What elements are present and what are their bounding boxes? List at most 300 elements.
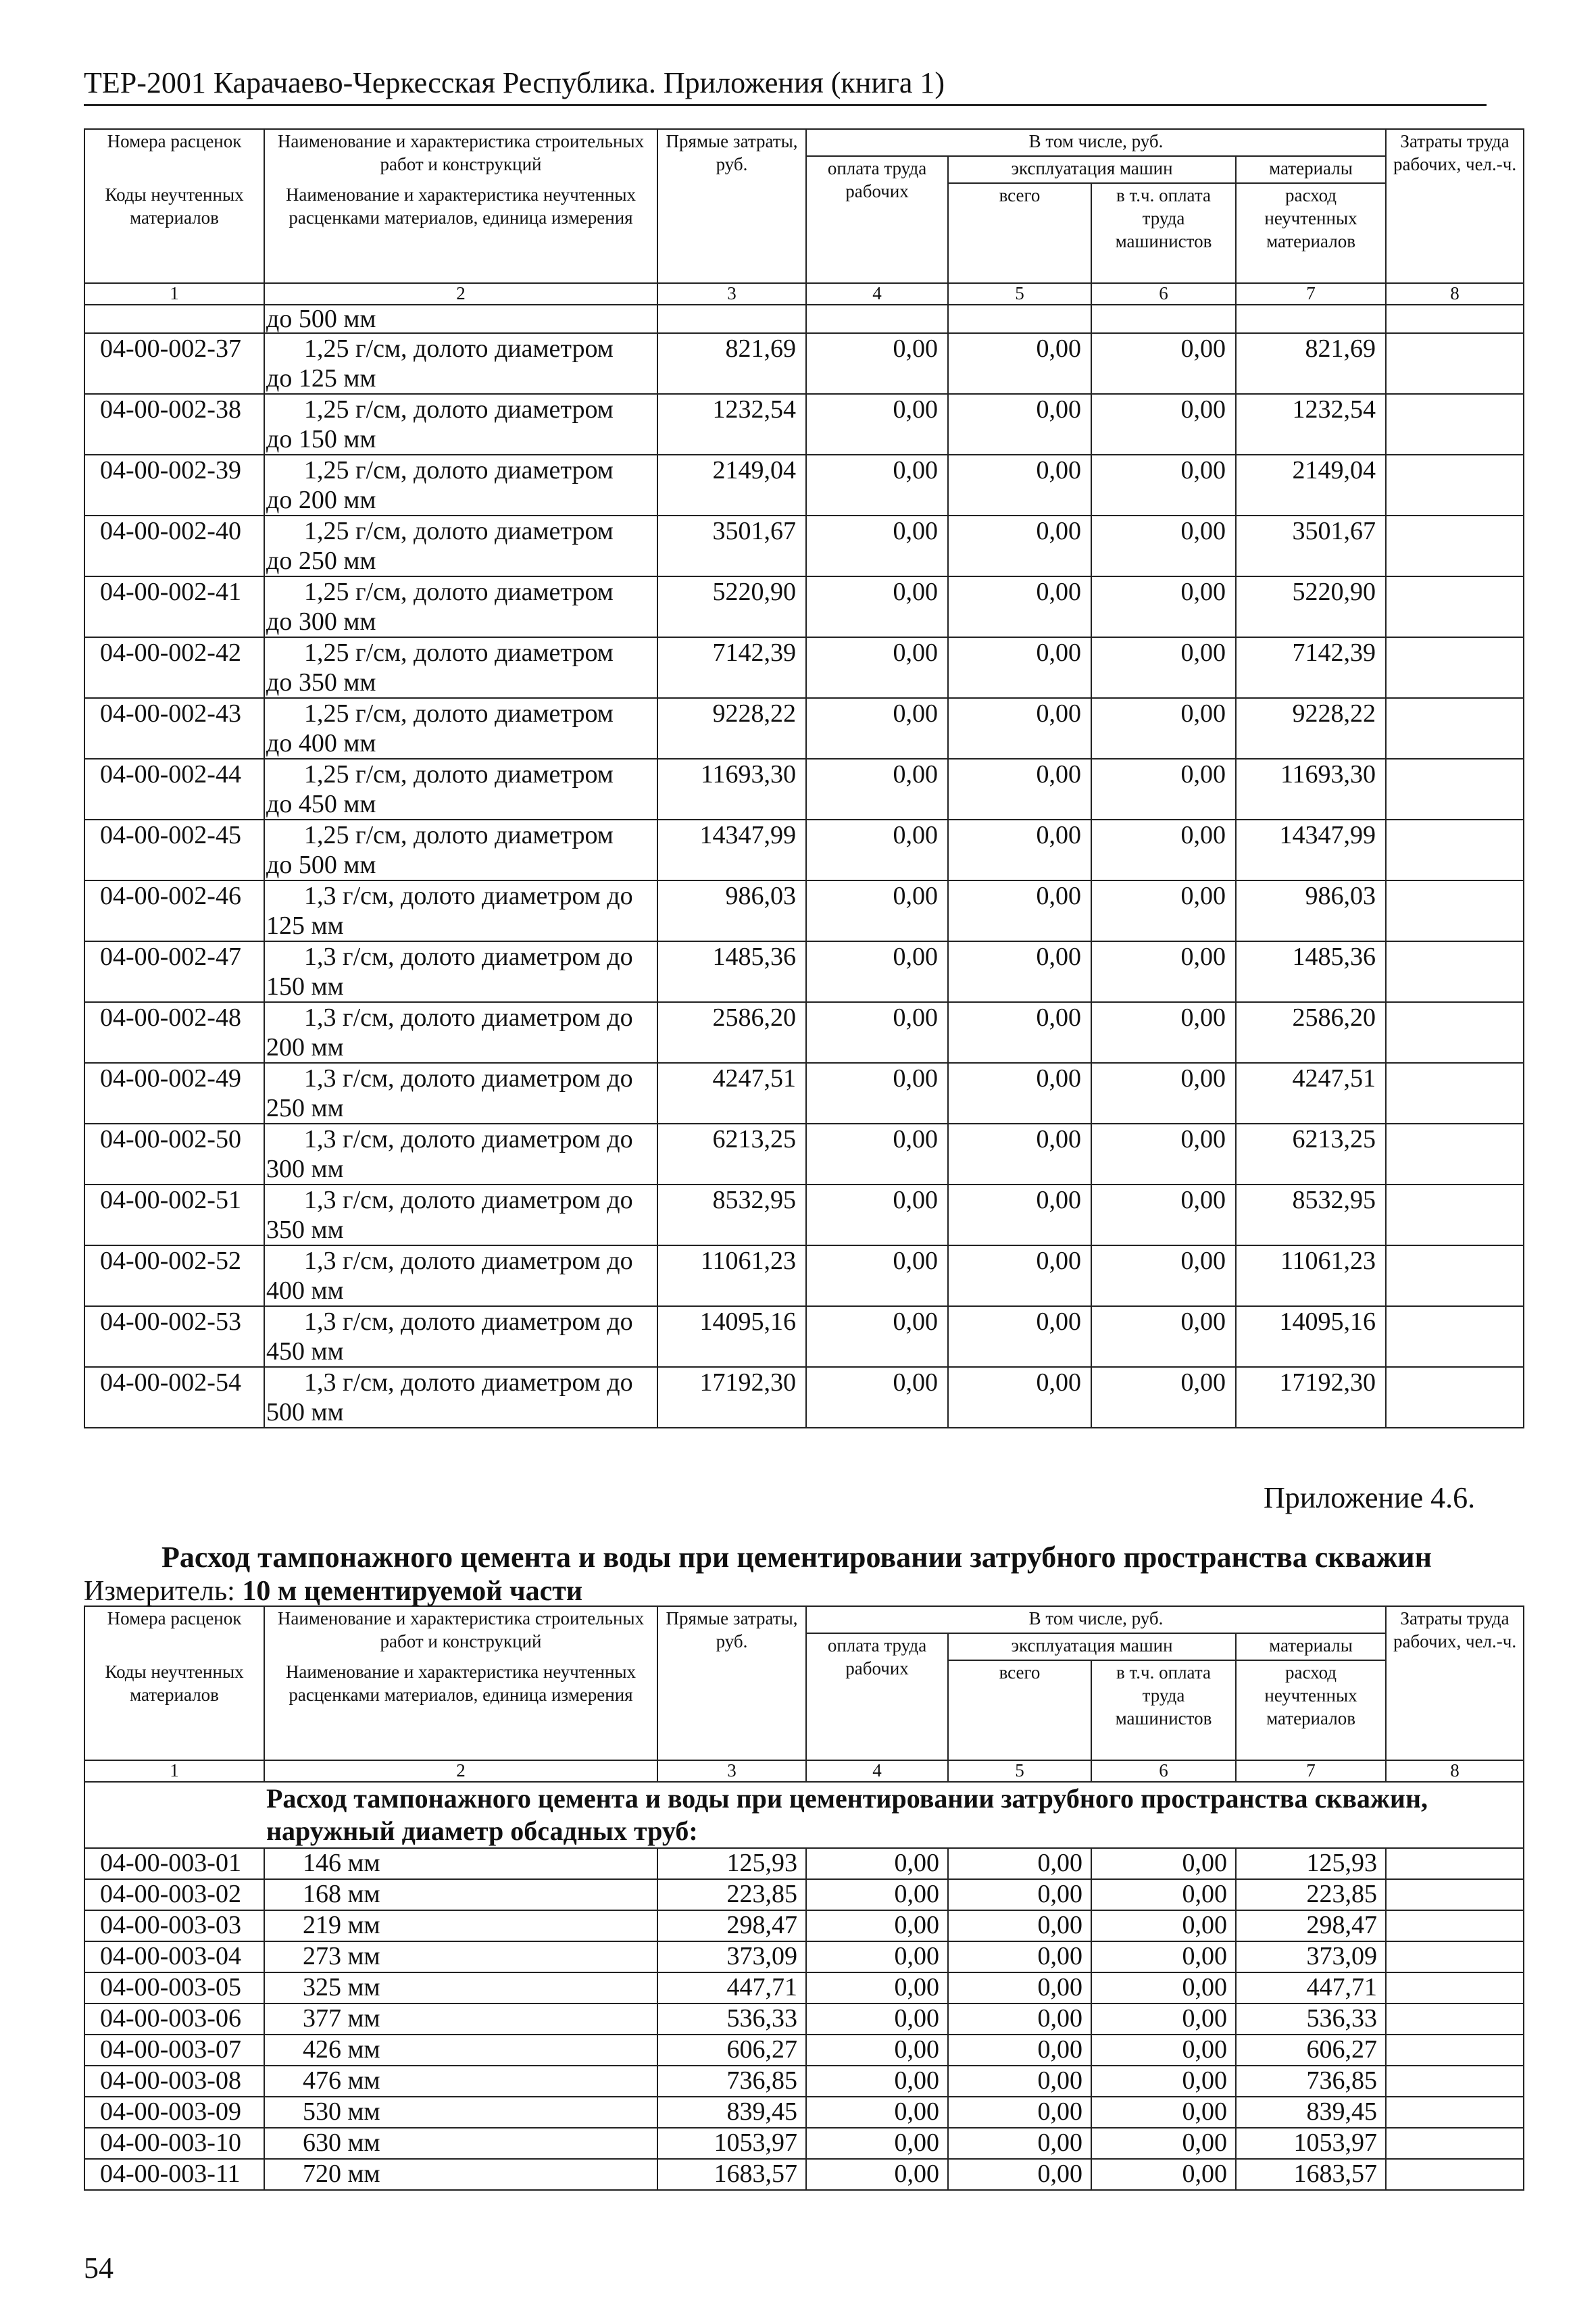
table-row (84, 637, 1524, 698)
machines-total: 0,00 (948, 1972, 1091, 2003)
materials: 17192,30 (1236, 1367, 1386, 1428)
rate-name-line2: 500 мм (266, 1398, 344, 1426)
direct-costs: 373,09 (657, 1941, 806, 1972)
header-col2-bottom: Наименование и характеристика неучтенных расценками материалов, единица измерения (264, 1660, 657, 1760)
rate-name-line1: 1,3 г/см, долото диаметром до (304, 1308, 633, 1336)
direct-costs: 5220,90 (657, 576, 806, 637)
table-row (84, 1972, 1524, 2003)
running-title: ТЕР-2001 Карачаево-Черкесская Республика. Приложения (книга 1) (84, 65, 1487, 106)
rate-name: 146 мм (264, 1848, 657, 1879)
labor (1386, 2035, 1524, 2066)
rate-code: 04-00-003-09 (84, 2097, 264, 2128)
table-row (84, 1002, 1524, 1063)
direct-costs: 14095,16 (657, 1306, 806, 1367)
table-row (84, 1879, 1524, 1910)
rate-name-line1: 1,25 г/см, долото диаметром (304, 821, 614, 849)
rate-name (264, 1002, 657, 1063)
rate-name (264, 941, 657, 1002)
machines-total: 0,00 (948, 637, 1091, 698)
machines-total: 0,00 (948, 2159, 1091, 2190)
materials: 986,03 (1236, 880, 1386, 941)
wages: 0,00 (806, 2066, 948, 2097)
materials: 5220,90 (1236, 576, 1386, 637)
rate-name-line1: 1,25 г/см, долото диаметром (304, 456, 614, 484)
rate-name-line2: 150 мм (266, 972, 344, 1001)
labor (1386, 880, 1524, 941)
direct-costs: 986,03 (657, 880, 806, 941)
wages: 0,00 (806, 394, 948, 455)
direct-costs: 9228,22 (657, 698, 806, 759)
direct-costs: 4247,51 (657, 1063, 806, 1124)
materials: 4247,51 (1236, 1063, 1386, 1124)
labor (1386, 1972, 1524, 2003)
header-wages: оплата труда рабочих (806, 156, 948, 283)
labor (1386, 333, 1524, 394)
machines-total: 0,00 (948, 1063, 1091, 1124)
machines-wages: 0,00 (1091, 941, 1236, 1002)
rate-name (264, 333, 657, 394)
section-title: Расход тампонажного цемента и воды при цементировании затрубного пространства скважин (161, 1541, 1432, 1574)
rate-code: 04-00-002-47 (84, 941, 264, 1002)
rate-name: 476 мм (264, 2066, 657, 2097)
col-number: 2 (264, 283, 657, 305)
direct-costs: 8532,95 (657, 1185, 806, 1245)
labor (1386, 2159, 1524, 2190)
table-row (84, 2066, 1524, 2097)
wages: 0,00 (806, 576, 948, 637)
direct-costs: 1683,57 (657, 2159, 806, 2190)
machines-wages: 0,00 (1091, 1367, 1236, 1428)
rate-name (264, 394, 657, 455)
rate-name (264, 698, 657, 759)
table-row (84, 759, 1524, 820)
rate-name (264, 1245, 657, 1306)
table-row (84, 1367, 1524, 1428)
labor (1386, 2097, 1524, 2128)
direct-costs: 7142,39 (657, 637, 806, 698)
rate-code: 04-00-003-05 (84, 1972, 264, 2003)
machines-wages: 0,00 (1091, 1910, 1236, 1941)
wages: 0,00 (806, 2035, 948, 2066)
table-cell (657, 305, 806, 333)
machines-wages: 0,00 (1091, 2159, 1236, 2190)
table-row (84, 1063, 1524, 1124)
machines-total: 0,00 (948, 2003, 1091, 2035)
labor (1386, 1367, 1524, 1428)
rate-name: 273 мм (264, 1941, 657, 1972)
wages: 0,00 (806, 698, 948, 759)
rate-code: 04-00-003-11 (84, 2159, 264, 2190)
materials: 1485,36 (1236, 941, 1386, 1002)
rate-name-line2: до 300 мм (266, 607, 376, 636)
wages: 0,00 (806, 2128, 948, 2159)
rate-code: 04-00-002-54 (84, 1367, 264, 1428)
rate-name-line2: 250 мм (266, 1094, 344, 1122)
machines-wages: 0,00 (1091, 516, 1236, 576)
rate-name-line1: 1,3 г/см, долото диаметром до (304, 1368, 633, 1397)
labor (1386, 1848, 1524, 1879)
direct-costs: 2586,20 (657, 1002, 806, 1063)
labor (1386, 394, 1524, 455)
table-row (84, 1941, 1524, 1972)
header-col1-top: Номера расценок (84, 129, 264, 183)
rate-name (264, 820, 657, 880)
rate-name: 530 мм (264, 2097, 657, 2128)
machines-wages: 0,00 (1091, 1185, 1236, 1245)
header-machines-wages: в т.ч. оплата труда машинистов (1091, 1660, 1236, 1760)
rate-name-line2: до 250 мм (266, 547, 376, 575)
wages: 0,00 (806, 880, 948, 941)
machines-wages: 0,00 (1091, 698, 1236, 759)
table-row (84, 2159, 1524, 2190)
rate-name-line2: до 500 мм (266, 851, 376, 879)
machines-wages: 0,00 (1091, 2035, 1236, 2066)
wages: 0,00 (806, 1185, 948, 1245)
rate-code: 04-00-003-08 (84, 2066, 264, 2097)
machines-total: 0,00 (948, 698, 1091, 759)
labor (1386, 1941, 1524, 1972)
wages: 0,00 (806, 1306, 948, 1367)
header-col1-bottom: Коды неучтенных материалов (84, 183, 264, 283)
wages: 0,00 (806, 941, 948, 1002)
table-cell (1236, 305, 1386, 333)
rate-name (264, 1063, 657, 1124)
rate-name-line2: до 125 мм (266, 364, 376, 393)
rate-code: 04-00-002-45 (84, 820, 264, 880)
machines-total: 0,00 (948, 1002, 1091, 1063)
wages: 0,00 (806, 1002, 948, 1063)
materials: 736,85 (1236, 2066, 1386, 2097)
col-number: 7 (1236, 1760, 1386, 1782)
table-row (84, 820, 1524, 880)
header-machines-total: всего (948, 1660, 1091, 1760)
header-materials-sub: расход неучтенных материалов (1236, 183, 1386, 283)
col-number: 5 (948, 283, 1091, 305)
machines-wages: 0,00 (1091, 1941, 1236, 1972)
rate-name: 426 мм (264, 2035, 657, 2066)
machines-wages: 0,00 (1091, 576, 1236, 637)
rate-name (264, 1306, 657, 1367)
materials: 3501,67 (1236, 516, 1386, 576)
col-number: 5 (948, 1760, 1091, 1782)
rate-name-line2: 400 мм (266, 1276, 344, 1305)
wages: 0,00 (806, 1124, 948, 1185)
machines-total: 0,00 (948, 1185, 1091, 1245)
direct-costs: 606,27 (657, 2035, 806, 2066)
rate-name (264, 759, 657, 820)
table-row (84, 1306, 1524, 1367)
machines-total: 0,00 (948, 1245, 1091, 1306)
rate-name-line2: 350 мм (266, 1216, 344, 1244)
machines-wages: 0,00 (1091, 1002, 1236, 1063)
rate-name (264, 637, 657, 698)
table-row (84, 941, 1524, 1002)
page-number: 54 (84, 2251, 114, 2285)
rate-code: 04-00-002-51 (84, 1185, 264, 1245)
machines-wages: 0,00 (1091, 2097, 1236, 2128)
header-col1-top: Номера расценок (84, 1606, 264, 1660)
materials: 8532,95 (1236, 1185, 1386, 1245)
labor (1386, 1063, 1524, 1124)
table-cell (806, 305, 948, 333)
direct-costs: 536,33 (657, 2003, 806, 2035)
rate-name-line2: 200 мм (266, 1033, 344, 1062)
labor (1386, 2066, 1524, 2097)
wages: 0,00 (806, 2003, 948, 2035)
labor (1386, 820, 1524, 880)
rate-code: 04-00-002-53 (84, 1306, 264, 1367)
rate-name-line1: 1,3 г/см, долото диаметром до (304, 882, 633, 910)
rate-name-line2: 300 мм (266, 1155, 344, 1183)
materials: 447,71 (1236, 1972, 1386, 2003)
rate-name: 720 мм (264, 2159, 657, 2190)
labor (1386, 455, 1524, 516)
machines-wages: 0,00 (1091, 2128, 1236, 2159)
machines-total: 0,00 (948, 394, 1091, 455)
rate-code: 04-00-002-43 (84, 698, 264, 759)
rate-code: 04-00-002-38 (84, 394, 264, 455)
machines-total: 0,00 (948, 1910, 1091, 1941)
materials: 14347,99 (1236, 820, 1386, 880)
machines-total: 0,00 (948, 759, 1091, 820)
table-row (84, 333, 1524, 394)
machines-wages: 0,00 (1091, 455, 1236, 516)
wages: 0,00 (806, 2097, 948, 2128)
machines-total: 0,00 (948, 333, 1091, 394)
machines-wages: 0,00 (1091, 759, 1236, 820)
materials: 11061,23 (1236, 1245, 1386, 1306)
labor (1386, 698, 1524, 759)
direct-costs: 736,85 (657, 2066, 806, 2097)
header-col2-top: Наименование и характеристика строительных работ и конструкций (264, 1606, 657, 1660)
table-row (84, 455, 1524, 516)
rate-name-line1: 1,25 г/см, долото диаметром (304, 395, 614, 424)
labor (1386, 1124, 1524, 1185)
rate-code: 04-00-002-52 (84, 1245, 264, 1306)
rate-name-line2: до 200 мм (266, 486, 376, 514)
header-col2-top: Наименование и характеристика строительных работ и конструкций (264, 129, 657, 183)
rate-code: 04-00-003-10 (84, 2128, 264, 2159)
direct-costs: 125,93 (657, 1848, 806, 1879)
machines-total: 0,00 (948, 1367, 1091, 1428)
rate-name-line1: 1,3 г/см, долото диаметром до (304, 943, 633, 971)
col-number: 6 (1091, 283, 1236, 305)
labor (1386, 2128, 1524, 2159)
rate-name-line1: 1,3 г/см, долото диаметром до (304, 1125, 633, 1153)
labor (1386, 516, 1524, 576)
wages: 0,00 (806, 1941, 948, 1972)
machines-wages: 0,00 (1091, 394, 1236, 455)
machines-wages: 0,00 (1091, 1848, 1236, 1879)
direct-costs: 2149,04 (657, 455, 806, 516)
continued-name: до 500 мм (264, 305, 657, 333)
machines-total: 0,00 (948, 576, 1091, 637)
machines-total: 0,00 (948, 2035, 1091, 2066)
direct-costs: 11693,30 (657, 759, 806, 820)
rate-code: 04-00-003-03 (84, 1910, 264, 1941)
machines-wages: 0,00 (1091, 820, 1236, 880)
direct-costs: 17192,30 (657, 1367, 806, 1428)
labor (1386, 1245, 1524, 1306)
wages: 0,00 (806, 1910, 948, 1941)
labor (1386, 1879, 1524, 1910)
machines-total: 0,00 (948, 1879, 1091, 1910)
rate-code: 04-00-003-02 (84, 1879, 264, 1910)
rate-name (264, 1124, 657, 1185)
rate-code: 04-00-002-44 (84, 759, 264, 820)
col-number: 3 (657, 1760, 806, 1782)
wages: 0,00 (806, 1972, 948, 2003)
rate-name-line1: 1,25 г/см, долото диаметром (304, 699, 614, 728)
machines-total: 0,00 (948, 2066, 1091, 2097)
header-wages: оплата труда рабочих (806, 1633, 948, 1760)
rate-code: 04-00-003-01 (84, 1848, 264, 1879)
section-heading: Расход тампонажного цемента и воды при цементировании затрубного пространства скважин, наружный диаметр обсадных труб: (84, 1782, 1524, 1848)
rate-name (264, 1185, 657, 1245)
direct-costs: 447,71 (657, 1972, 806, 2003)
rate-name (264, 1367, 657, 1428)
materials: 9228,22 (1236, 698, 1386, 759)
machines-total: 0,00 (948, 1848, 1091, 1879)
rate-name-line1: 1,25 г/см, долото диаметром (304, 517, 614, 545)
labor (1386, 2003, 1524, 2035)
table-row (84, 2035, 1524, 2066)
rate-code: 04-00-002-42 (84, 637, 264, 698)
rate-name: 219 мм (264, 1910, 657, 1941)
direct-costs: 1485,36 (657, 941, 806, 1002)
table-row (84, 2097, 1524, 2128)
machines-wages: 0,00 (1091, 1245, 1236, 1306)
machines-wages: 0,00 (1091, 333, 1236, 394)
rate-name (264, 576, 657, 637)
wages: 0,00 (806, 2159, 948, 2190)
direct-costs: 1232,54 (657, 394, 806, 455)
col-number: 8 (1386, 283, 1524, 305)
wages: 0,00 (806, 516, 948, 576)
machines-total: 0,00 (948, 1941, 1091, 1972)
col-number: 3 (657, 283, 806, 305)
rate-code: 04-00-003-07 (84, 2035, 264, 2066)
materials: 7142,39 (1236, 637, 1386, 698)
table-cell (84, 305, 264, 333)
rate-code: 04-00-003-04 (84, 1941, 264, 1972)
wages: 0,00 (806, 637, 948, 698)
direct-costs: 1053,97 (657, 2128, 806, 2159)
header-materials: материалы (1236, 156, 1386, 183)
header-group-total: В том числе, руб. (806, 129, 1386, 156)
machines-total: 0,00 (948, 516, 1091, 576)
rate-name: 168 мм (264, 1879, 657, 1910)
wages: 0,00 (806, 1367, 948, 1428)
col-number: 6 (1091, 1760, 1236, 1782)
wages: 0,00 (806, 1063, 948, 1124)
materials: 839,45 (1236, 2097, 1386, 2128)
machines-wages: 0,00 (1091, 1879, 1236, 1910)
labor (1386, 1306, 1524, 1367)
materials: 821,69 (1236, 333, 1386, 394)
rate-name-line2: до 150 мм (266, 425, 376, 453)
col-number: 7 (1236, 283, 1386, 305)
materials: 1053,97 (1236, 2128, 1386, 2159)
table-row (84, 880, 1524, 941)
measure-line (84, 1574, 582, 1608)
direct-costs: 298,47 (657, 1910, 806, 1941)
direct-costs: 14347,99 (657, 820, 806, 880)
header-labor: Затраты труда рабочих, чел.-ч. (1386, 1606, 1524, 1760)
table-row (84, 1124, 1524, 1185)
appendix-label: Приложение 4.6. (1264, 1481, 1476, 1514)
rate-name-line2: 450 мм (266, 1337, 344, 1366)
materials: 14095,16 (1236, 1306, 1386, 1367)
table-row (84, 2003, 1524, 2035)
wages: 0,00 (806, 1848, 948, 1879)
materials: 1232,54 (1236, 394, 1386, 455)
labor (1386, 1185, 1524, 1245)
machines-wages: 0,00 (1091, 1063, 1236, 1124)
header-direct-costs: Прямые затраты, руб. (657, 129, 806, 283)
header-machines: эксплуатация машин (948, 156, 1236, 183)
direct-costs: 3501,67 (657, 516, 806, 576)
direct-costs: 223,85 (657, 1879, 806, 1910)
materials: 606,27 (1236, 2035, 1386, 2066)
materials: 6213,25 (1236, 1124, 1386, 1185)
rate-name (264, 455, 657, 516)
table-row (84, 1185, 1524, 1245)
materials: 536,33 (1236, 2003, 1386, 2035)
materials: 11693,30 (1236, 759, 1386, 820)
machines-wages: 0,00 (1091, 637, 1236, 698)
rate-code: 04-00-002-40 (84, 516, 264, 576)
header-col2-bottom: Наименование и характеристика неучтенных расценками материалов, единица измерения (264, 183, 657, 283)
rate-name-line1: 1,25 г/см, долото диаметром (304, 760, 614, 789)
rate-name-line1: 1,25 г/см, долото диаметром (304, 578, 614, 606)
header-labor: Затраты труда рабочих, чел.-ч. (1386, 129, 1524, 283)
col-number: 1 (84, 1760, 264, 1782)
col-number: 2 (264, 1760, 657, 1782)
header-machines: эксплуатация машин (948, 1633, 1236, 1660)
rate-code: 04-00-002-39 (84, 455, 264, 516)
machines-wages: 0,00 (1091, 1306, 1236, 1367)
machines-wages: 0,00 (1091, 2066, 1236, 2097)
direct-costs: 6213,25 (657, 1124, 806, 1185)
direct-costs: 821,69 (657, 333, 806, 394)
table-cell (1386, 305, 1524, 333)
materials: 223,85 (1236, 1879, 1386, 1910)
col-number: 4 (806, 283, 948, 305)
table-row (84, 1848, 1524, 1879)
rate-name-line1: 1,3 г/см, долото диаметром до (304, 1003, 633, 1032)
table-row (84, 576, 1524, 637)
labor (1386, 576, 1524, 637)
rate-code: 04-00-003-06 (84, 2003, 264, 2035)
table-row (84, 2128, 1524, 2159)
header-col1-bottom: Коды неучтенных материалов (84, 1660, 264, 1760)
col-number: 8 (1386, 1760, 1524, 1782)
rate-name-line2: до 450 мм (266, 790, 376, 818)
rate-name-line2: до 350 мм (266, 668, 376, 697)
rate-code: 04-00-002-46 (84, 880, 264, 941)
rate-name-line1: 1,3 г/см, долото диаметром до (304, 1186, 633, 1214)
table-row (84, 698, 1524, 759)
machines-total: 0,00 (948, 820, 1091, 880)
table-row (84, 516, 1524, 576)
materials: 2586,20 (1236, 1002, 1386, 1063)
header-materials-sub: расход неучтенных материалов (1236, 1660, 1386, 1760)
rate-code: 04-00-002-37 (84, 333, 264, 394)
materials: 125,93 (1236, 1848, 1386, 1879)
machines-wages: 0,00 (1091, 880, 1236, 941)
cement-rates-table (84, 1605, 1524, 2191)
